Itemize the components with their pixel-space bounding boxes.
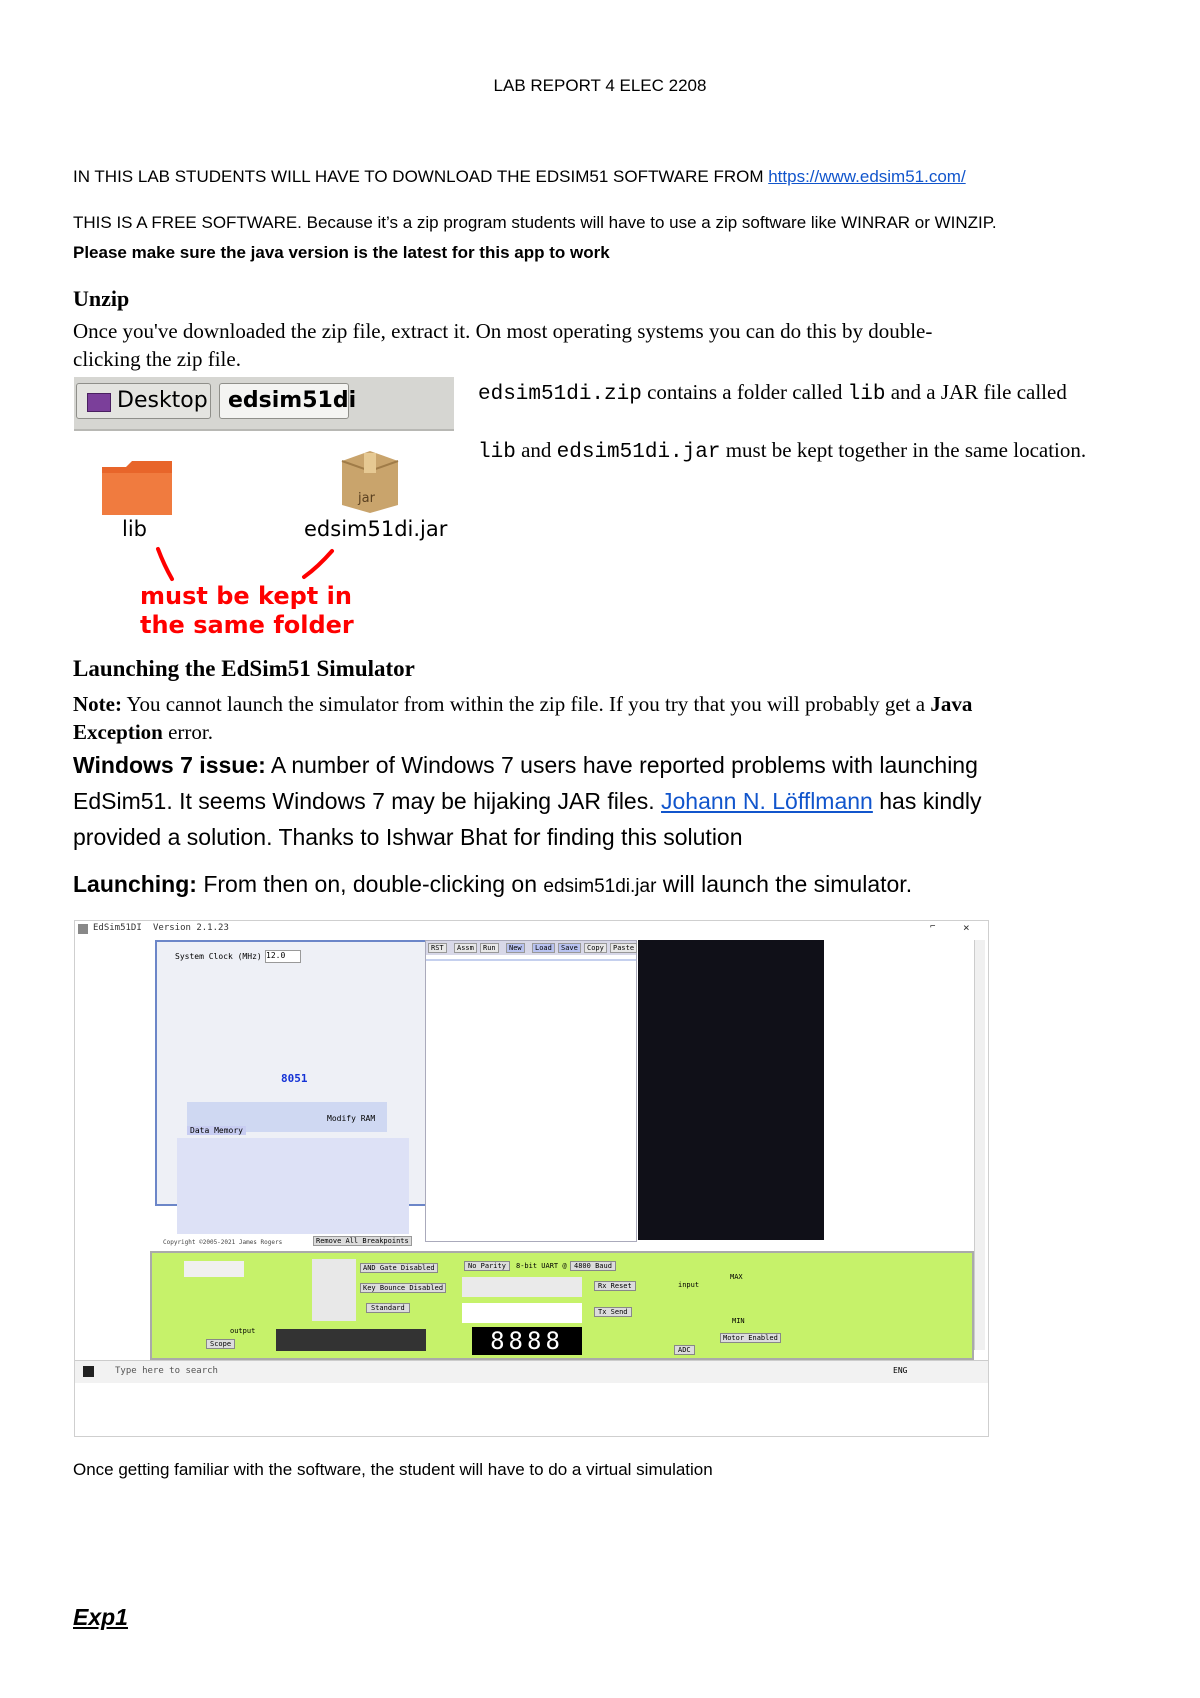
led-bank	[184, 1261, 244, 1277]
zip-contents-text	[478, 380, 1067, 406]
sim-toolbar-button[interactable]: RST	[428, 943, 447, 953]
clock-input[interactable]: 12.0	[265, 950, 301, 963]
note-bold-java: Java	[930, 692, 973, 716]
unzip-text-2: clicking the zip file.	[73, 347, 241, 371]
sim-toolbar-button[interactable]: Assm	[454, 943, 477, 953]
keypad[interactable]	[312, 1259, 356, 1321]
keep-note	[140, 582, 354, 640]
intro-line-1	[73, 167, 966, 187]
cpu-label: 8051	[281, 1072, 308, 1085]
file-manager-pathbar	[74, 377, 454, 431]
note-text-2: error.	[162, 720, 213, 744]
taskbar-search[interactable]: Type here to search	[115, 1366, 218, 1376]
keep-note-line-1: must be kept in	[140, 582, 352, 610]
min-label: MIN	[732, 1317, 745, 1325]
lib-code-2: lib	[478, 441, 516, 464]
lcd-display	[276, 1329, 426, 1351]
sim-toolbar-button[interactable]: Save	[558, 943, 581, 953]
zip-contents-t2: and a JAR file called	[885, 380, 1067, 404]
clock-label: System Clock (MHz)	[175, 952, 262, 961]
sim-version: Version 2.1.23	[153, 923, 229, 933]
win7-text-2: EdSim51. It seems Windows 7 may be hijaking JAR files.	[73, 788, 662, 814]
baud-select[interactable]: 4800 Baud	[570, 1261, 616, 1271]
launching-code: edsim51di.jar	[543, 876, 657, 897]
unzip-text-1: Once you've downloaded the zip file, extract it. On most operating systems you can do this by double-	[73, 319, 933, 343]
key-bounce-button[interactable]: Key Bounce Disabled	[360, 1283, 446, 1293]
parity-select[interactable]: No Parity	[464, 1261, 510, 1271]
exp1-heading: Exp1	[73, 1604, 128, 1630]
scope-button[interactable]: Scope	[206, 1339, 235, 1349]
desktop-button-label: Desktop	[117, 388, 208, 413]
keep-note-line-2: the same folder	[140, 611, 354, 639]
intro-line-2: THIS IS A FREE SOFTWARE. Because it’s a zip program students will have to use a zip software like WINRAR or WINZIP.	[73, 213, 997, 232]
sim-toolbar-button[interactable]: Run	[480, 943, 499, 953]
language-indicator: ENG	[893, 1366, 908, 1375]
intro-text: IN THIS LAB STUDENTS WILL HAVE TO DOWNLOAD THE EDSIM51 SOFTWARE FROM	[73, 167, 769, 186]
adc-button[interactable]: ADC	[674, 1345, 695, 1355]
sim-title-bar	[75, 921, 988, 937]
tx-send-button[interactable]: Tx Send	[594, 1307, 632, 1317]
win7-label: Windows 7 issue:	[73, 752, 266, 778]
windows7-paragraph	[73, 747, 982, 855]
unzip-heading: Unzip	[73, 286, 130, 311]
minimize-icon[interactable]: ⌐	[930, 922, 936, 932]
note-text-1: You cannot launch the simulator from within the zip file. If you try that you will probably get a	[121, 692, 931, 716]
windows-start-icon[interactable]	[83, 1366, 94, 1377]
closing-text: Once getting familiar with the software, the student will have to do a virtual simulation	[73, 1460, 713, 1479]
desktop-icon	[87, 393, 111, 412]
sim-toolbar-button[interactable]: Paste	[610, 943, 637, 953]
close-icon[interactable]: ×	[963, 921, 970, 934]
register-panel	[155, 940, 429, 1246]
folder-icon	[100, 457, 174, 519]
desktop-button[interactable]	[76, 383, 211, 419]
motor-enabled-button[interactable]: Motor Enabled	[720, 1333, 781, 1343]
standard-select[interactable]: Standard	[366, 1303, 410, 1313]
win7-text-3: has kindly	[872, 788, 982, 814]
zip-contents-t1: contains a folder called	[641, 380, 848, 404]
peripheral-list	[638, 940, 824, 1240]
launching-text-1: From then on, double-clicking on	[196, 871, 544, 897]
editor-toolbar	[426, 941, 636, 955]
max-label: MAX	[730, 1273, 743, 1281]
tx-field[interactable]	[462, 1303, 582, 1323]
seven-segment-display: 8888	[472, 1327, 582, 1355]
jar-file-label: edsim51di.jar	[304, 517, 448, 541]
editor-cursor-line	[426, 959, 636, 961]
copyright-label: Copyright ©2005-2021 James Rogers	[163, 1239, 283, 1246]
launching-paragraph	[73, 871, 912, 898]
lib-code: lib	[847, 383, 886, 406]
edsim51-screenshot	[74, 920, 989, 1437]
edsim51-link[interactable]: https://www.edsim51.com/	[768, 167, 966, 186]
memory-grid	[177, 1138, 409, 1234]
keep-t1: and	[515, 438, 557, 462]
pointer-strokes	[154, 545, 354, 585]
uart-mode-label: 8-bit UART @	[516, 1262, 567, 1270]
launching-label: Launching:	[73, 871, 197, 897]
sim-toolbar-button[interactable]: Load	[532, 943, 555, 953]
note-paragraph	[73, 690, 1133, 746]
data-memory-label: Data Memory	[187, 1126, 246, 1135]
rx-reset-button[interactable]: Rx Reset	[594, 1281, 636, 1291]
sim-toolbar-button[interactable]: New	[506, 943, 525, 953]
path-button-edsim51di[interactable]: edsim51di	[219, 383, 349, 419]
remove-breakpoints-button[interactable]: Remove All Breakpoints	[313, 1236, 412, 1246]
jar-code: edsim51di.jar	[556, 441, 721, 464]
sim-window-title: EdSim51DI	[93, 923, 142, 933]
win7-text-1: A number of Windows 7 users have reported problems with launching	[265, 752, 978, 778]
modify-ram-label: Modify RAM	[327, 1114, 376, 1123]
zip-file-code: edsim51di.zip	[478, 383, 642, 406]
windows-taskbar	[75, 1360, 988, 1383]
and-gate-button[interactable]: AND Gate Disabled	[360, 1263, 438, 1273]
johann-link[interactable]: Johann N. Löfflmann	[661, 788, 873, 814]
keep-together-text	[478, 438, 1086, 464]
launching-text-2: will launch the simulator.	[656, 871, 913, 897]
java-notice: Please make sure the java version is the latest for this app to work	[73, 243, 610, 262]
folder-screenshot	[74, 377, 464, 642]
note-bold-exception: Exception	[73, 720, 163, 744]
lib-label: lib	[122, 517, 147, 541]
input-label: input	[678, 1281, 700, 1289]
peripheral-panel	[150, 1251, 974, 1360]
output-label: output	[230, 1327, 256, 1335]
note-label: Note:	[73, 692, 122, 716]
sim-toolbar-button[interactable]: Copy	[584, 943, 607, 953]
launching-heading: Launching the EdSim51 Simulator	[73, 656, 415, 681]
sim-scrollbar[interactable]	[974, 940, 985, 1350]
code-editor[interactable]	[425, 940, 637, 1242]
win7-text-4: provided a solution. Thanks to Ishwar Bhat for finding this solution	[73, 824, 743, 850]
rx-field[interactable]	[462, 1277, 582, 1297]
page-title: LAB REPORT 4 ELEC 2208	[493, 76, 707, 95]
keep-t2: must be kept together in the same location.	[720, 438, 1087, 462]
sim-app-icon	[78, 924, 88, 934]
jar-icon-text: jar	[358, 491, 375, 506]
